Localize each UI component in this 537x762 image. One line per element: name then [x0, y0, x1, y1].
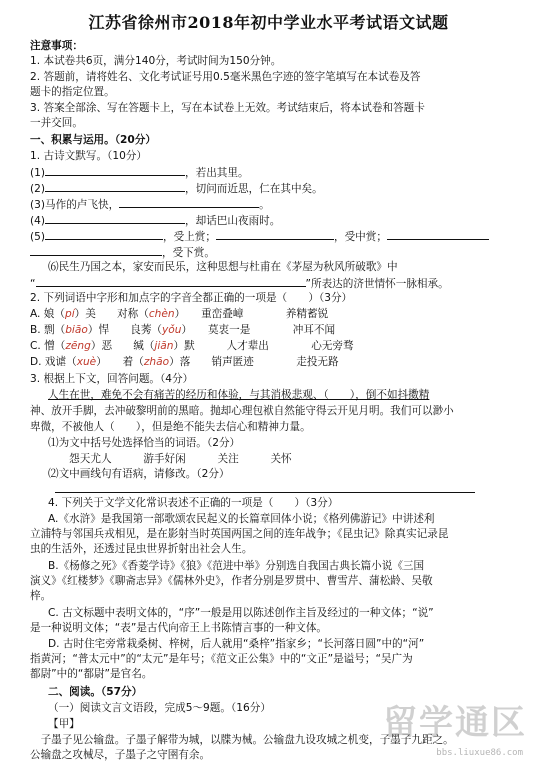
answer-blank[interactable] [119, 197, 259, 208]
item-number: (3)马作的卢飞快， [30, 199, 120, 211]
question-stem: 3. 根据上下文，回答问题。（4分） [30, 373, 194, 385]
option-c-cont: 是一种说明文体；“表”是古代向帝王上书陈情言事的一种文体。 [30, 622, 328, 634]
answer-blank[interactable] [45, 229, 163, 240]
option-text: ）悍 良莠（ [87, 324, 163, 336]
dictation-item-1 [30, 165, 523, 180]
pinyin: yǒu [162, 324, 182, 336]
option-c [30, 340, 523, 353]
item-text: ，受下赏。 [162, 247, 215, 259]
dictation-item-6: ⑹民生乃国之本，家安而民乐，这种思想与杜甫在《茅屋为秋风所破歌》中 [48, 261, 398, 273]
item-text: ”所表达的济世情怀一脉相承。 [305, 278, 449, 290]
pinyin: xuè [76, 356, 97, 368]
answer-blank[interactable] [36, 276, 306, 287]
quote-mark: “ [30, 278, 36, 290]
answer-blank[interactable] [45, 213, 185, 224]
notice-item: 3. 答案全部涂、写在答题卡上，写在本试卷上无效。考试结束后，将本试卷和答题卡 [30, 102, 425, 114]
pinyin: zēng [65, 340, 91, 352]
option-text: ）恶 缄（ [90, 340, 155, 352]
option-a [30, 308, 523, 321]
option-text: ）落 销声匿迹 走投无路 [169, 356, 339, 368]
sub-question: ⑴为文中括号处选择恰当的词语。（2分） [48, 437, 241, 449]
dictation-item-2 [30, 181, 523, 196]
option-text: ） 莫衷一是 冲耳不闻 [181, 324, 336, 336]
passage-line: 卑微，不被他人（ ），但是绝不能失去信心和精神力量。 [30, 421, 311, 433]
option-d-cont: 指黄河；“普太元中”的“太元”是年号；《范文正公集》中的“文正”是谥号；“吴广为 [30, 653, 413, 665]
item-text: ，却话巴山夜雨时。 [185, 215, 281, 227]
option-d [30, 356, 523, 369]
option-b [30, 324, 523, 337]
dictation-item-6-cont [30, 276, 523, 291]
pinyin: pí [64, 308, 75, 320]
passage-line: 公输盘之攻械尽，子墨子之守圉有余。 [30, 749, 211, 761]
section-heading: 二、阅读。（57分） [48, 686, 143, 698]
item-text: ，若出其里。 [185, 167, 249, 179]
passage-line: 神、放开手脚，去冲破黎明前的黑暗。抛却心理包袱自然能守得云开见月明。我们可以渺小 [30, 405, 454, 417]
answer-blank[interactable] [45, 165, 185, 176]
option-c: C. 古文标题中表明文体的，“序”一般是用以陈述创作主旨及经过的一种文体；“说” [48, 607, 434, 619]
option-d-cont: 都尉”中的“都尉”是官名。 [30, 668, 153, 680]
option-text: ）默 人才辈出 心无旁骛 [173, 340, 354, 352]
question-stem: 4. 下列关于文学文化常识表述不正确的一项是（ ）（3分） [48, 497, 339, 509]
notice-item: 2. 答题前，请将姓名、文化考试证号用0.5毫米黑色字迹的签字笔填写在本试卷及答 [30, 71, 421, 83]
item-text: ，受上赏； [163, 231, 216, 243]
sub-question: ⑵文中画线句有语病，请修改。（2分） [48, 468, 230, 480]
section-heading: 一、积累与运用。（20分） [30, 134, 156, 146]
option-text: ） 重峦叠嶂 养精蓄锐 [174, 308, 329, 320]
pinyin: zhāo [143, 356, 170, 368]
option-label: D. 戏谑（ [30, 356, 77, 368]
option-a-cont: 立浦特与邻国兵戎相见，是在影射当时英国两国之间的连年战争；《昆虫记》除真实记录昆 [30, 528, 449, 540]
answer-blank[interactable] [216, 229, 334, 240]
notice-heading: 注意事项： [30, 40, 83, 52]
pinyin: chèn [148, 308, 175, 320]
dictation-item-4 [30, 213, 523, 228]
question-stem: 1. 古诗文默写。（10分） [30, 150, 147, 162]
option-label: B. 剽（ [30, 324, 66, 336]
option-text: ） 着（ [96, 356, 144, 368]
watermark-logo: 留学通区 [383, 703, 527, 743]
option-a: A.《水浒》是我国第一部歌颂农民起义的长篇章回体小说；《格列佛游记》中讲述利 [48, 513, 435, 525]
item-number: (2) [30, 183, 46, 195]
pinyin: biāo [65, 324, 88, 336]
option-b: B.《杨修之死》《香菱学诗》《狼》《范进中举》分别选自我国古典长篇小说《三国 [48, 560, 425, 572]
notice-item: 一并交回。 [30, 117, 83, 129]
option-b-cont: 梓。 [30, 590, 52, 602]
notice-item: 1. 本试卷共6页，满分140分，考试时间为150分钟。 [30, 55, 282, 67]
page-title: 江苏省徐州市2018年初中学业水平考试语文试题 [88, 13, 449, 32]
option-b-cont: 演义》《红楼梦》《聊斋志异》《儒林外史》，作者分别是罗贯中、曹雪芹、蒲松龄、吴敬 [30, 575, 433, 587]
answer-blank[interactable] [30, 245, 162, 256]
passage-label: 【甲】 [48, 718, 80, 730]
sub-heading: （一）阅读文言文语段，完成5～9题。（16分） [48, 702, 271, 714]
option-a-cont: 虫的生活外，还透过昆虫世界折射出社会人生。 [30, 543, 253, 555]
item-number: (4) [30, 215, 46, 227]
word-choices: 怨天尤人 游手好闲 关注 关怀 [48, 453, 292, 465]
dictation-item-5 [30, 229, 523, 244]
answer-line[interactable] [55, 491, 475, 493]
notice-item: 题卡的指定位置。 [30, 86, 115, 98]
item-text: 。 [259, 199, 270, 211]
underlined-sentence: 人生在世，难免不会有痛苦的经历和体验，与其消极悲观、（ ），倒不如抖擞精 [48, 389, 430, 401]
watermark-url: bbs.liuxue86.com [436, 748, 523, 758]
option-label: C. 憎（ [30, 340, 66, 352]
item-number: (1) [30, 167, 46, 179]
item-number: (5) [30, 231, 46, 243]
option-text: ）美 对称（ [74, 308, 149, 320]
item-text: ，受中赏； [333, 231, 387, 243]
item-text: ，切问而近思，仁在其中矣。 [185, 183, 323, 195]
passage-line [48, 389, 523, 402]
answer-blank[interactable] [45, 181, 185, 192]
pinyin: jiān [154, 340, 174, 352]
dictation-item-3 [30, 197, 523, 212]
answer-blank[interactable] [387, 229, 489, 240]
dictation-item-5-cont [30, 245, 523, 260]
passage-line: 子墨子见公输盘。子墨子解带为城，以牒为械。公输盘九设攻城之机变，子墨子九距之。 [30, 734, 454, 746]
question-stem: 2. 下列词语中字形和加点字的字音全都正确的一项是（ ）（3分） [30, 292, 353, 304]
option-d: D. 古时住宅旁常栽桑树、梓树，后人就用“桑梓”指家乡；“长河落日圆”中的“河” [48, 638, 425, 650]
option-label: A. 娘（ [30, 308, 65, 320]
